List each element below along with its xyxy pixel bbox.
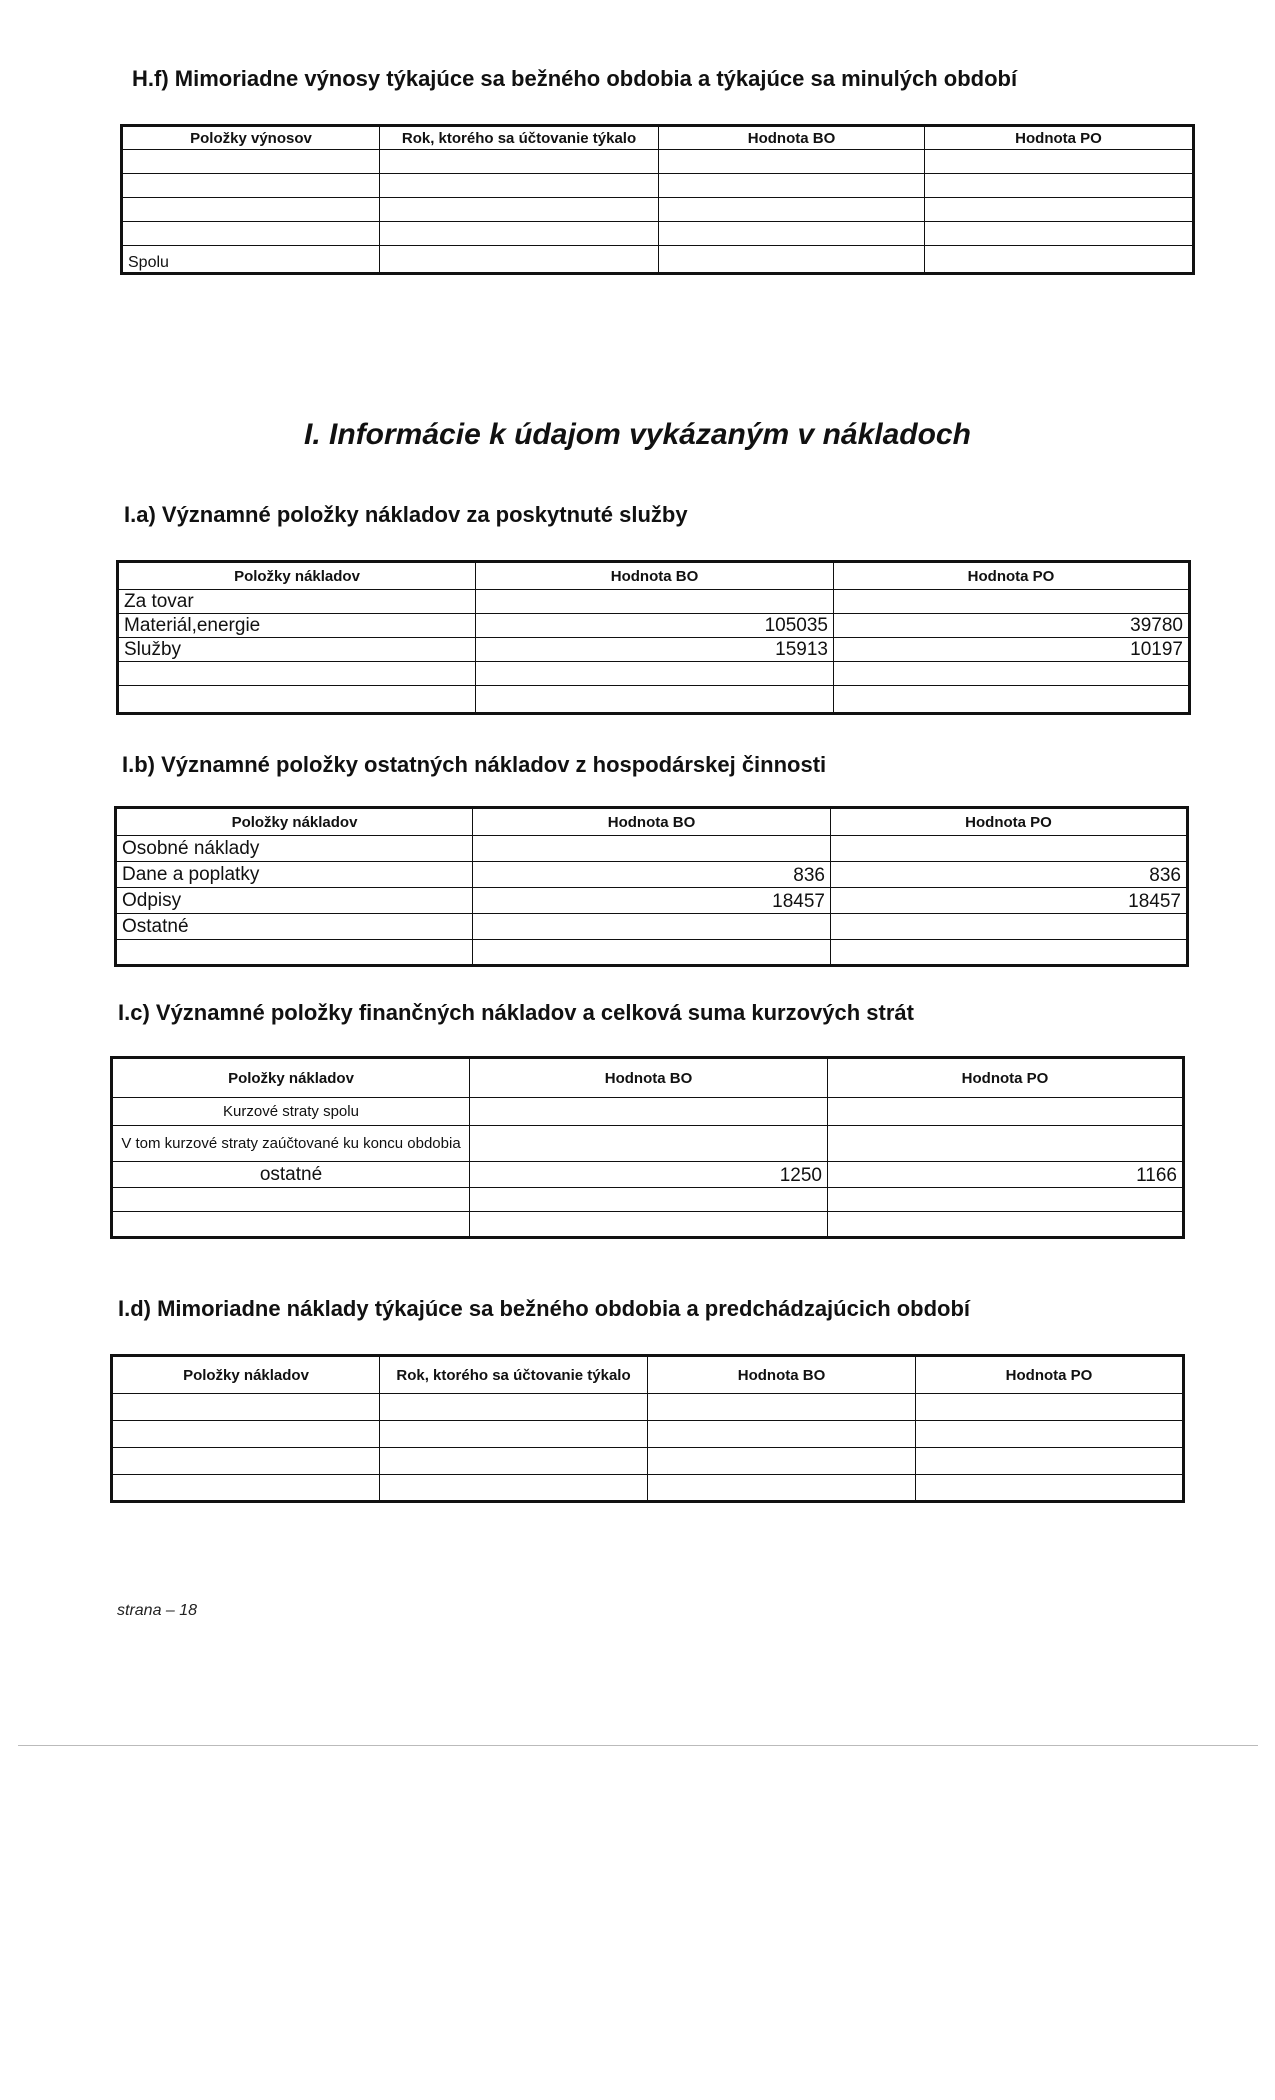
- table-row: [118, 686, 1190, 714]
- table-row: [112, 1475, 1184, 1502]
- table-row: [122, 150, 1194, 174]
- table-row: [122, 198, 1194, 222]
- row-label: Za tovar: [118, 590, 476, 614]
- table-row: [118, 590, 1190, 614]
- table-cell[interactable]: [659, 198, 925, 222]
- value-po[interactable]: [834, 590, 1190, 614]
- table-cell[interactable]: [659, 246, 925, 274]
- table-cell[interactable]: [122, 150, 380, 174]
- table-cell[interactable]: [112, 1448, 380, 1475]
- table-ia-header-row: [118, 562, 1190, 590]
- table-cell[interactable]: [834, 686, 1190, 714]
- table-row: [112, 1448, 1184, 1475]
- table-id-header-row: [112, 1356, 1184, 1394]
- table-cell[interactable]: [122, 198, 380, 222]
- row-label: Odpisy: [116, 888, 473, 914]
- table-cell[interactable]: [916, 1448, 1184, 1475]
- col-header-hodnota-bo: Hodnota BO: [470, 1058, 828, 1098]
- table-row: [116, 888, 1188, 914]
- table-cell[interactable]: [925, 198, 1194, 222]
- table-ic: [110, 1056, 1185, 1239]
- table-row: [122, 174, 1194, 198]
- value-po[interactable]: 836: [831, 862, 1188, 888]
- total-label: Spolu: [122, 246, 380, 274]
- value-bo[interactable]: 105035: [476, 614, 834, 638]
- value-po[interactable]: 18457: [831, 888, 1188, 914]
- row-label: ostatné: [112, 1162, 470, 1188]
- table-hf-header-row: [122, 126, 1194, 150]
- table-cell[interactable]: [380, 1394, 648, 1421]
- table-ib: [114, 806, 1189, 967]
- section-ia-title: I.a) Významné položky nákladov za poskytnuté služby: [124, 502, 688, 527]
- col-header-hodnota-bo: Hodnota BO: [659, 126, 925, 150]
- table-cell[interactable]: [380, 1475, 648, 1502]
- value-bo[interactable]: [476, 590, 834, 614]
- table-cell[interactable]: [470, 1188, 828, 1212]
- col-header-rok: Rok, ktorého sa účtovanie týkalo: [380, 1356, 648, 1394]
- table-cell[interactable]: [112, 1188, 470, 1212]
- table-cell[interactable]: [116, 940, 473, 966]
- table-cell[interactable]: [476, 662, 834, 686]
- table-cell[interactable]: [380, 198, 659, 222]
- row-label: V tom kurzové straty zaúčtované ku koncu obdobia: [112, 1126, 470, 1162]
- value-bo[interactable]: [470, 1098, 828, 1126]
- value-bo[interactable]: 18457: [473, 888, 831, 914]
- table-cell[interactable]: [118, 662, 476, 686]
- row-label: Kurzové straty spolu: [112, 1098, 470, 1126]
- table-total-row: [122, 246, 1194, 274]
- value-bo[interactable]: 1250: [470, 1162, 828, 1188]
- table-cell[interactable]: [118, 686, 476, 714]
- table-cell[interactable]: [380, 1448, 648, 1475]
- table-row: [118, 662, 1190, 686]
- value-po[interactable]: 10197: [834, 638, 1190, 662]
- table-cell[interactable]: [122, 222, 380, 246]
- col-header-hodnota-po: Hodnota PO: [831, 808, 1188, 836]
- section-hf-title: H.f) Mimoriadne výnosy týkajúce sa bežného obdobia a týkajúce sa minulých období: [132, 66, 1018, 91]
- table-cell[interactable]: [112, 1421, 380, 1448]
- section-id-title: I.d) Mimoriadne náklady týkajúce sa bežného obdobia a predchádzajúcich období: [118, 1296, 971, 1321]
- section-ic-title: I.c) Významné položky finančných nákladov a celková suma kurzových strát: [118, 1000, 914, 1025]
- value-bo[interactable]: [473, 836, 831, 862]
- row-label: Osobné náklady: [116, 836, 473, 862]
- table-cell[interactable]: [476, 686, 834, 714]
- table-cell[interactable]: [925, 246, 1194, 274]
- col-header-hodnota-bo: Hodnota BO: [473, 808, 831, 836]
- table-cell[interactable]: [380, 222, 659, 246]
- table-row: [116, 914, 1188, 940]
- table-row: [112, 1394, 1184, 1421]
- value-bo[interactable]: 15913: [476, 638, 834, 662]
- table-cell[interactable]: [380, 246, 659, 274]
- table-cell[interactable]: [380, 174, 659, 198]
- table-row: [116, 862, 1188, 888]
- value-po[interactable]: [828, 1126, 1184, 1162]
- table-cell[interactable]: [916, 1421, 1184, 1448]
- row-label: Služby: [118, 638, 476, 662]
- col-header-rok: Rok, ktorého sa účtovanie týkalo: [380, 126, 659, 150]
- value-po[interactable]: [831, 836, 1188, 862]
- col-header-polozky-nakladov: Položky nákladov: [116, 808, 473, 836]
- table-cell[interactable]: [659, 174, 925, 198]
- section-ib-title: I.b) Významné položky ostatných nákladov z hospodárskej činnosti: [122, 752, 827, 777]
- table-ia: [116, 560, 1191, 715]
- col-header-hodnota-bo: Hodnota BO: [476, 562, 834, 590]
- table-row: [112, 1126, 1184, 1162]
- value-po[interactable]: 1166: [828, 1162, 1184, 1188]
- table-row: [112, 1188, 1184, 1212]
- table-cell[interactable]: [828, 1188, 1184, 1212]
- col-header-hodnota-bo: Hodnota BO: [648, 1356, 916, 1394]
- table-row: [116, 940, 1188, 966]
- row-label: Materiál,energie: [118, 614, 476, 638]
- table-cell[interactable]: [380, 1421, 648, 1448]
- table-cell[interactable]: [648, 1421, 916, 1448]
- row-label: Ostatné: [116, 914, 473, 940]
- table-row: [122, 222, 1194, 246]
- table-row: [118, 614, 1190, 638]
- table-cell[interactable]: [828, 1212, 1184, 1238]
- table-hf: [120, 124, 1195, 275]
- table-cell[interactable]: [834, 662, 1190, 686]
- table-cell[interactable]: [473, 940, 831, 966]
- page-number: strana – 18: [117, 1602, 198, 1619]
- table-cell[interactable]: [648, 1475, 916, 1502]
- value-po[interactable]: 39780: [834, 614, 1190, 638]
- table-cell[interactable]: [112, 1212, 470, 1238]
- table-id: [110, 1354, 1185, 1503]
- col-header-polozky-nakladov: Položky nákladov: [118, 562, 476, 590]
- table-cell[interactable]: [659, 150, 925, 174]
- table-row: [112, 1421, 1184, 1448]
- table-ic-header-row: [112, 1058, 1184, 1098]
- value-bo[interactable]: [470, 1126, 828, 1162]
- page-title: I. Informácie k údajom vykázaným v nákladoch: [304, 418, 971, 451]
- table-cell[interactable]: [648, 1394, 916, 1421]
- col-header-polozky-nakladov: Položky nákladov: [112, 1058, 470, 1098]
- value-po[interactable]: [831, 914, 1188, 940]
- table-row: [112, 1098, 1184, 1126]
- table-row: [118, 638, 1190, 662]
- table-cell[interactable]: [831, 940, 1188, 966]
- table-cell[interactable]: [925, 174, 1194, 198]
- col-header-hodnota-po: Hodnota PO: [925, 126, 1194, 150]
- table-ib-header-row: [116, 808, 1188, 836]
- col-header-polozky-nakladov: Položky nákladov: [112, 1356, 380, 1394]
- table-cell[interactable]: [916, 1394, 1184, 1421]
- col-header-hodnota-po: Hodnota PO: [916, 1356, 1184, 1394]
- value-bo[interactable]: 836: [473, 862, 831, 888]
- row-label: Dane a poplatky: [116, 862, 473, 888]
- table-cell[interactable]: [112, 1394, 380, 1421]
- col-header-hodnota-po: Hodnota PO: [834, 562, 1190, 590]
- table-row: [112, 1212, 1184, 1238]
- table-cell[interactable]: [659, 222, 925, 246]
- table-cell[interactable]: [925, 222, 1194, 246]
- col-header-polozky-vynosov: Položky výnosov: [122, 126, 380, 150]
- value-bo[interactable]: [473, 914, 831, 940]
- table-cell[interactable]: [112, 1475, 380, 1502]
- value-po[interactable]: [828, 1098, 1184, 1126]
- page-edge-divider: [18, 1745, 1258, 1746]
- table-cell[interactable]: [122, 174, 380, 198]
- col-header-hodnota-po: Hodnota PO: [828, 1058, 1184, 1098]
- table-cell[interactable]: [925, 150, 1194, 174]
- table-row: [112, 1162, 1184, 1188]
- table-cell[interactable]: [470, 1212, 828, 1238]
- table-cell[interactable]: [380, 150, 659, 174]
- table-row: [116, 836, 1188, 862]
- table-cell[interactable]: [916, 1475, 1184, 1502]
- table-cell[interactable]: [648, 1448, 916, 1475]
